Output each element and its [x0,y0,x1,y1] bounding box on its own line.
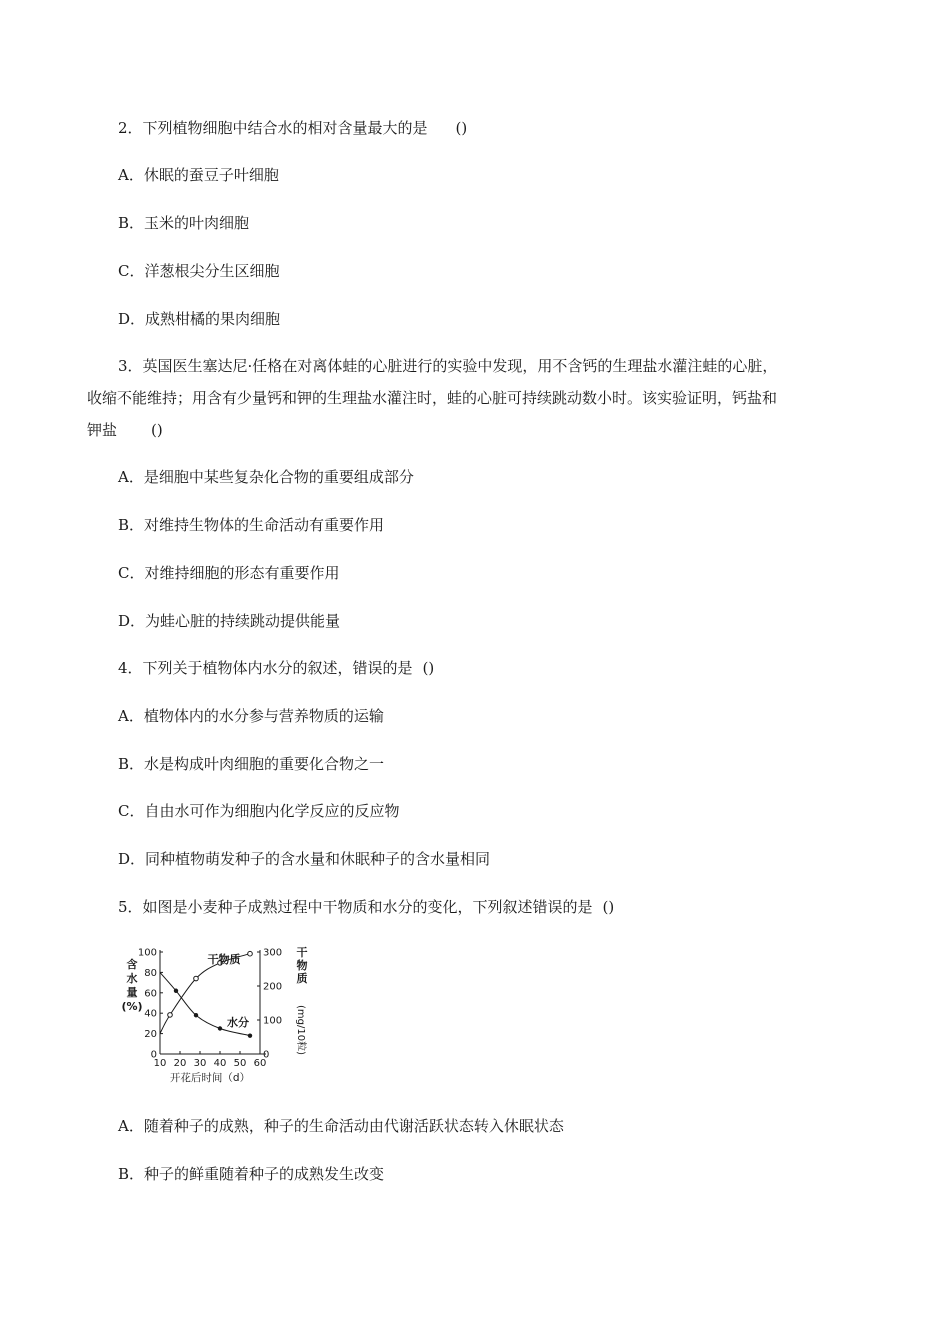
x-tick-label: 10 [153,1058,167,1069]
question-4-option-b: B．水是构成叶肉细胞的重要化合物之一 [118,755,385,773]
question-2-text: 2．下列植物细胞中结合水的相对含量最大的是 [118,119,428,137]
question-3-option-b: B．对维持生物体的生命活动有重要作用 [118,516,385,534]
answer-blank: () [422,659,435,677]
question-4-text: 4．下列关于植物体内水分的叙述，错误的是 [118,659,413,677]
question-3-line-1: 3．英国医生塞达尼·任格在对离体蛙的心脏进行的实验中发现，用不含钙的生理盐水灌注蛙的心脏， [118,357,778,375]
question-2-option-c: C．洋葱根尖分生区细胞 [118,262,280,280]
x-tick-label: 50 [233,1058,247,1069]
question-5-text: 5．如图是小麦种子成熟过程中干物质和水分的变化，下列叙述错误的是 [118,898,593,916]
x-axis-label: 开花后时间（d） [169,1072,251,1084]
data-point-water [218,1026,222,1030]
data-point-water [194,1013,198,1017]
data-point-dry-matter [194,976,199,981]
seed-maturation-chart [112,942,317,1090]
question-3-text-end: 钾盐 [87,421,118,439]
data-point-dry-matter [248,951,253,956]
y-right-tick-label: 100 [263,1015,283,1027]
y-right-tick-label: 300 [263,947,283,959]
y-left-tick-label: 100 [137,947,157,959]
question-3-line-2: 收缩不能维持；用含有少量钙和钾的生理盐水灌注时，蛙的心脏可持续跳动数小时。该实验证明，钙盐和 [87,389,778,407]
series-label-dry-matter: 干物质 [207,953,241,966]
x-tick-label: 60 [253,1058,267,1069]
answer-blank: () [151,421,163,439]
y-left-axis-label: 含 [126,958,138,971]
answer-blank: () [602,898,615,916]
question-5-stem [118,897,614,917]
question-5-option-a: A．随着种子的成熟，种子的生命活动由代谢活跃状态转入休眠状态 [118,1117,564,1135]
x-tick-label: 40 [213,1058,227,1069]
y-right-axis-unit: (mg/10粒) [295,1005,306,1055]
question-4-option-a: A．植物体内的水分参与营养物质的运输 [118,707,384,725]
question-3-line-3 [87,420,163,440]
data-point-water [248,1033,252,1037]
y-left-tick-label: 0 [150,1049,157,1061]
question-2-option-b: B．玉米的叶肉细胞 [118,214,250,232]
question-3-option-a: A．是细胞中某些复杂化合物的重要组成部分 [118,468,414,486]
series-label-water: 水分 [227,1016,249,1029]
question-2-stem [118,118,467,138]
question-5-option-b: B．种子的鲜重随着种子的成熟发生改变 [118,1165,385,1183]
y-right-axis-label: 质 [296,972,308,985]
y-left-axis-label: (%) [121,1000,143,1013]
y-left-tick-label: 40 [144,1008,157,1020]
question-3-option-d: D．为蛙心脏的持续跳动提供能量 [118,612,341,630]
question-2-option-a: A．休眠的蚕豆子叶细胞 [118,166,279,184]
x-tick-label: 20 [173,1058,187,1069]
y-right-tick-label: 200 [263,981,283,993]
question-2-option-d: D．成熟柑橘的果肉细胞 [118,310,281,328]
y-right-axis-label: 物 [296,959,308,972]
question-4-stem [118,658,434,678]
y-right-axis-label: 干 [296,946,308,959]
question-4-option-d: D．同种植物萌发种子的含水量和休眠种子的含水量相同 [118,850,491,868]
question-3-option-c: C．对维持细胞的形态有重要作用 [118,564,340,582]
answer-blank: () [455,119,468,137]
data-point-dry-matter [168,1013,173,1018]
y-left-tick-label: 80 [144,967,157,979]
y-left-tick-label: 20 [144,1029,157,1041]
y-right-tick-label: 0 [263,1049,270,1061]
x-tick-label: 30 [193,1058,207,1069]
y-left-axis-label: 量 [126,986,138,999]
y-left-axis-label: 水 [126,972,138,985]
data-point-water [174,989,178,993]
y-left-tick-label: 60 [144,988,157,1000]
question-4-option-c: C．自由水可作为细胞内化学反应的反应物 [118,802,400,820]
